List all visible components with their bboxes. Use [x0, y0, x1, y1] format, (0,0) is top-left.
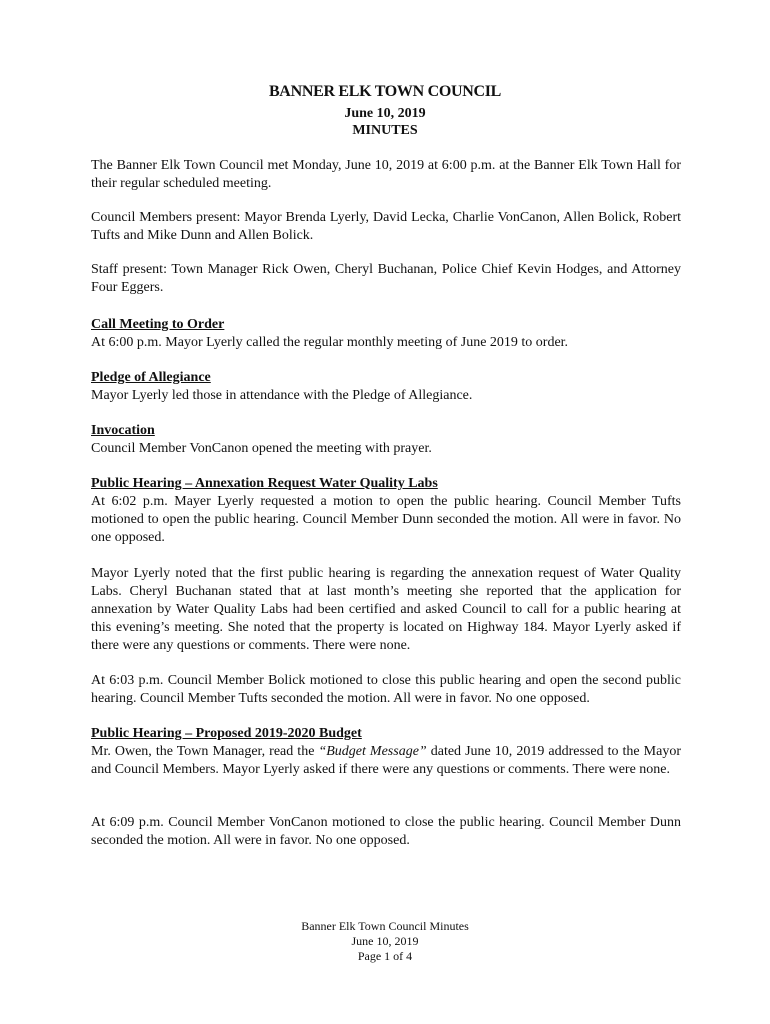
- section-heading: Invocation: [91, 423, 155, 438]
- footer-line-2: June 10, 2019: [351, 934, 419, 948]
- section-heading: Call Meeting to Order: [91, 317, 225, 332]
- section-heading: Pledge of Allegiance: [91, 370, 211, 385]
- section-invocation: [91, 422, 681, 458]
- budget-text-after: dated June 10, 2019 addressed to the Mayor and Council Members. Mayor Lyerly asked if there were any questions or comments. There were none.: [91, 744, 681, 777]
- section-heading: Public Hearing – Annexation Request Water Quality Labs: [91, 476, 438, 491]
- section-heading: Public Hearing – Proposed 2019-2020 Budget: [91, 726, 362, 741]
- budget-paragraph-2: At 6:09 p.m. Council Member VonCanon motioned to close the public hearing. Council Member Dunn seconded the motion. All were in favor. No one opposed.: [91, 815, 681, 848]
- section-hearing-annexation: [91, 475, 681, 547]
- council-present-paragraph: Council Members present: Mayor Brenda Lyerly, David Lecka, Charlie VonCanon, Allen Bolick, Robert Tufts and Mike Dunn and Allen Bolick.: [91, 210, 681, 243]
- intro-paragraph: The Banner Elk Town Council met Monday, June 10, 2019 at 6:00 p.m. at the Banner Elk Town Hall for their regular scheduled meeting.: [91, 158, 681, 191]
- document-subtitle: MINUTES: [352, 123, 418, 138]
- document-date: June 10, 2019: [344, 106, 426, 121]
- document-title: BANNER ELK TOWN COUNCIL: [268, 83, 502, 100]
- section-call-to-order: [91, 316, 681, 352]
- staff-present-paragraph: Staff present: Town Manager Rick Owen, Cheryl Buchanan, Police Chief Kevin Hodges, and Attorney Four Eggers.: [91, 262, 681, 295]
- annexation-paragraph-2: Mayor Lyerly noted that the first public hearing is regarding the annexation request of Water Quality Labs. Cheryl Buchanan stated that at last month’s meeting she reported that the application for annexation by Water Quality Labs had been certified and asked Council to call for a public hearing at this evening’s meeting. She noted that the property is located on Highway 184. Mayor Lyerly asked if there were any questions or comments. There were none.: [91, 566, 681, 653]
- section-text: Mayor Lyerly led those in attendance with the Pledge of Allegiance.: [91, 388, 473, 403]
- section-text: At 6:02 p.m. Mayer Lyerly requested a motion to open the public hearing. Council Member Tufts motioned to open the public hearing. Council Member Dunn seconded the motion. All were in favor. No one opposed.: [91, 494, 681, 545]
- footer-line-1: Banner Elk Town Council Minutes: [301, 919, 469, 933]
- section-text: At 6:00 p.m. Mayor Lyerly called the regular monthly meeting of June 2019 to order.: [91, 335, 569, 350]
- section-text: Council Member VonCanon opened the meeting with prayer.: [91, 441, 432, 456]
- footer-page-number: Page 1 of 4: [357, 949, 413, 963]
- budget-text-before: Mr. Owen, the Town Manager, read the: [91, 744, 319, 759]
- annexation-paragraph-3: At 6:03 p.m. Council Member Bolick motioned to close this public hearing and open the second public hearing. Council Member Tufts seconded the motion. All were in favor. No one opposed.: [91, 673, 681, 706]
- section-pledge: [91, 369, 681, 405]
- budget-message-title: “Budget Message”: [318, 744, 427, 759]
- section-hearing-budget: [91, 725, 681, 779]
